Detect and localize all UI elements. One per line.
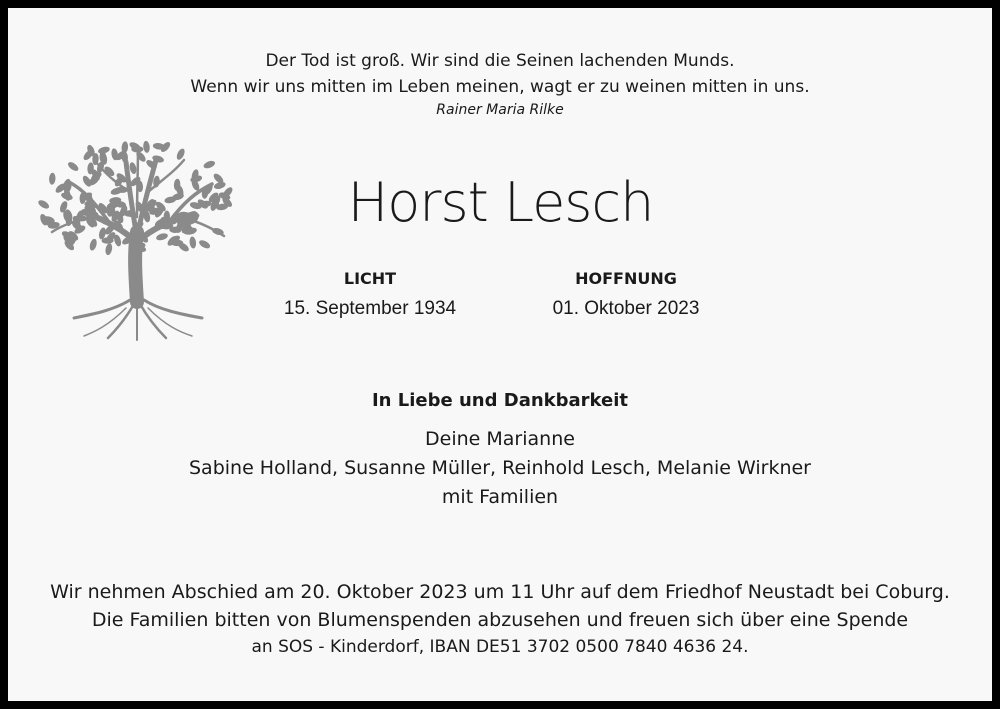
death-label: HOFFNUNG	[575, 269, 677, 288]
service-line-1: Wir nehmen Abschied am 20. Oktober 2023 um 11 Uhr auf dem Friedhof Neustadt bei Coburg.	[50, 581, 950, 603]
death-date: 01. Oktober 2023	[552, 298, 700, 319]
deceased-name: Horst Lesch	[347, 171, 654, 234]
service-line-3: an SOS - Kinderdorf, IBAN DE51 3702 0500 7840 4636 24.	[251, 637, 749, 657]
mourners-line-1: Deine Marianne	[425, 428, 575, 450]
obituary-card	[8, 8, 992, 701]
quote-line-1: Der Tod ist groß. Wir sind die Seinen lachenden Munds.	[265, 51, 735, 71]
mourners-line-2: Sabine Holland, Susanne Müller, Reinhold Lesch, Melanie Wirkner	[188, 457, 811, 479]
mourners-heading: In Liebe und Dankbarkeit	[371, 390, 629, 411]
quote-line-2: Wenn wir uns mitten im Leben meinen, wagt er zu weinen mitten in uns.	[190, 77, 810, 97]
birth-date: 15. September 1934	[283, 298, 457, 319]
service-line-2: Die Familien bitten von Blumenspenden abzusehen und freuen sich über eine Spende	[91, 609, 909, 631]
birth-label: LICHT	[343, 269, 397, 288]
tree-of-life-icon	[34, 132, 240, 342]
quote-author: Rainer Maria Rilke	[436, 102, 564, 118]
mourners-line-3: mit Familien	[441, 486, 559, 508]
